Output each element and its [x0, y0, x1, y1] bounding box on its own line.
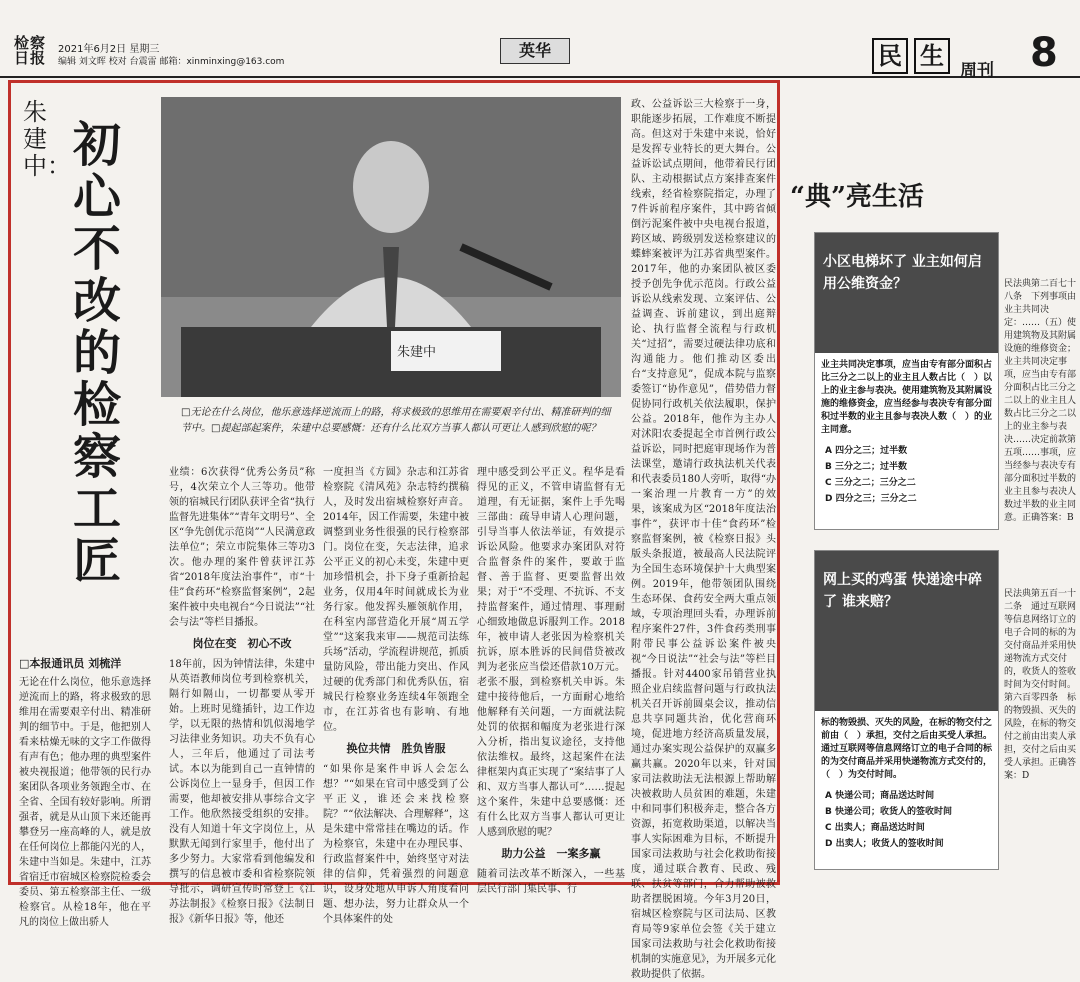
quiz-panel-1 — [814, 232, 999, 530]
quiz-1-option-b: B 三分之二；过半数 — [825, 462, 907, 472]
issue-date: 2021年6月2日 星期三 — [58, 44, 160, 55]
quiz-2-explanation: 民法典第五百一十二条 通过互联网等信息网络订立的电子合同的标的为交付商品并采用快递物流方式交付的，收货人的签收时间为交付时间。第六百零四条 标的物毁损、灭失的风险，在标的物交付之前由出卖人承担，交付之后由买受人承担。正确答案：D — [1004, 589, 1077, 781]
column-4-text: 理中感受到公平正义。程华是看得见的正义，不管申请监督有无道理，有无证据，案件上手先喝三部曲：疏导申请人心理问题，引导当事人依法举证，有效提示诉讼风险。他要求办案团队对符合监督条件的案件，要敢于监督、善于监督、更要监督出效果；对于“不受理、不抗诉、不支持监督案件，通过情理、事理耐心细致地做息诉服判工作。2018年，被申请人老张因为检察机关抗诉，原本胜诉的民间借贷被改判为老张应当偿还借款10万元。老张不服，到检察机关申诉。朱建中接待他后，一方面耐心地给他解释有关问题，一方面就法院处罚的依据和幅度为老张进行深入分析，指出复议途径，支持他依法维权。最终，这起案件在法律框架内真正实现了“案结事了人和、双方当事人都认可”……提起这个案件，朱建中总要感慨：还有什么比双方当事人都认可更让人感到欣慰的呢？ — [477, 467, 625, 838]
subheading-2: 换位共情 胜负皆服 — [346, 742, 446, 755]
page-header — [0, 0, 1080, 81]
page-number: 8 — [1030, 30, 1058, 76]
article-subject-name: 朱建中： — [23, 98, 71, 180]
article-column-2 — [169, 465, 315, 925]
feature-article — [8, 80, 780, 980]
quiz-2-option-a: A 快递公司；商品送达时间 — [825, 791, 935, 801]
article-column-3 — [323, 465, 469, 925]
photo-illustration — [161, 97, 621, 397]
column-2-text: 业绩：6次获得“优秀公务员”称号，4次荣立个人三等功。他带领的宿城民行团队获评全省“执行监督先进集体”“青年文明号”、全区“争先创优示范岗”“人民满意政法单位”；荣立市院集体三等功3次。他办理的案件曾获评江苏省“2018年度法治事件”，市“十佳”食药环“检察监督案例”，2起案件被中央电视台“今日说法”“社会与法”等栏目播报。 — [169, 467, 315, 628]
column-4-text-b: 随着司法改革不断深入，一些基层民行部门集民事、行 — [477, 869, 625, 895]
article-column-4 — [477, 465, 625, 895]
section-char-2: 生 — [914, 38, 950, 74]
quiz-2-option-b: B 快递公司；收货人的签收时间 — [825, 807, 952, 817]
quiz-2-option-d: D 出卖人；收货人的签收时间 — [825, 839, 944, 849]
column-2-text-b: 18年前，因为钟情法律，朱建中从英语教师岗位考到检察机关，隔行如隔山，一切都要从零开始。上班时见缝插针，边工作边学，以无限的热情和饥似渴地学习法律业务知识。功夫不负有心人，三年后，他通过了司法考试。本以为能到自己一直钟情的公诉岗位上一显身手，但因工作需要，他却被安排从事综合文字工作。他欣然接受组织的安排。没有人知道十年文字岗位上，从默默无闻到行家里手，他付出了多少努力。大家常看到他编发和撰写的信息被市委和省检察院领导批示，调研宣传时常登上《江苏法制报》《检察日报》《法制日报》《新华日报》等，他还 — [169, 659, 315, 925]
weekly-label: 周刊 — [960, 61, 994, 81]
quiz-1-banner: 小区电梯坏了 业主如何启用公维资金？ — [815, 233, 998, 353]
quiz-1-option-c: C 三分之二；三分之二 — [825, 478, 916, 488]
portrait-photo — [161, 97, 621, 397]
sidebar-title: “典”亮生活 — [790, 182, 924, 212]
quiz-1-option-a: A 四分之三；过半数 — [825, 446, 908, 456]
staff-line: 编辑 刘文晖 校对 台震雷 邮箱：xinminxing@163.com — [58, 57, 285, 67]
column-3-text-b: “如果你是案件申诉人会怎么想？”“如果在官司中感受到了公平正义，谁还会来找检察院？”“依法解决、合理解释”，这是朱建中常常挂在嘴边的话。作为检察官，朱建中在办理民事、行政监督案件中，始终坚守对法律的信仰，凭着强烈的问题意识，设身处地从申诉人角度看问题、想办法，努力让群众从一个个具体案件的处 — [323, 764, 469, 925]
section-stamp: 英华 — [500, 38, 570, 64]
article-column-5: 政、公益诉讼三大检察于一身，职能逐步拓展，工作难度不断提高。但这对于朱建中来说，恰好是发挥专业特长的更大舞台。公益诉讼试点期间，他带着民行团队、主动根据试点方案排查案件线索，经省检察院指定，办理了7件诉前程序案件，其中跨省倾倒污泥案件被中央电视台报道，跨区域、跨级别发送检察建议的蝶蟀案被评为江苏省典型案件。2017年，他的办案团队被区委授予创先争优示范岗。行政公益诉讼从线索发现、立案评估、公益调查、诉前建议，到出庭辩论、执行监督全流程与行政机关“过招”，需要过硬法律功底和沟通能力。他们推动区委出台“支持意见”，促成本院与监察委签订“协作意见”，借势借力督促协同行政机关依法履职，保护公益。2018年，他作为主办人对沭阳农委提起全市首例行政公益诉讼，同时把庭审现场作为普法课堂，邀请行政执法机关代表和代表委员180人旁听，取得“办一案治理一片教育一方”的效果，该案成为区“2018年度法治事件”，获评市十佳“食药环”检察监督案例，被《检察日报》头版头条报道，被最高人民法院评为全国生态环境保护十大典型案例。2019年，他带领团队围绕生态环保、食药安全两大重点领域，专项治理回头看，办理诉前程序案件27件，3件食药类刑事附带民事公益诉讼案件被央视“今日说法”“社会与法”等栏目播报。针对4400家吊销营业执照企业启续监督问题与行政执法机关召开诉前圆桌会议，推动信息共享同题共治，优化营商环境，促进地方经济高质量发展，通过办案实现公益保护的双赢多赢共赢。2020年以来，针对国家司法救助法无法根源上帮助解决被救助人员贫困的难题，朱建中和同事们积极奔走，整合各方资源，拓宽救助渠道，以解决当事人实际困难为目标，不断提升国家司法救助与社会化救助衔接度，通过联合教育、民政、残联、扶贫等部门，合力帮助被救助者摆脱困境。今年3月20日，宿城区检察院与区司法局、区教育局等9家单位会签《关于建立国家司法救助与社会化救助衔接机制的实施意见》，为开展多元化救助提供了依据。 — [631, 99, 776, 980]
subheading-1: 岗位在变 初心不改 — [192, 637, 292, 650]
quiz-1-explanation: 民法典第二百七十八条 下列事项由业主共同决定：……（五）使用建筑物及其附属设施的维修资金；业主共同决定事项，应当由专有部分面积占比三分之二以上的业主且人数占比三分之二以上的业主参与表决……决定前款第五项……事项，应当经参与表决专有部分面积过半数的业主且参与表决人数过半数的业主同意。正确答案：B — [1004, 279, 1077, 523]
quiz-2-banner: 网上买的鸡蛋 快递途中碎了 谁来赔？ — [815, 551, 998, 711]
photo-caption: □无论在什么岗位，他乐意选择逆流而上的路，将求极致的思维用在需要艰辛付出、精准研判的细节中。□提起部起案件，朱建中总要感慨：还有什么比双方当事人都认可更让人感到欣慰的呢？ — [181, 407, 611, 434]
subheading-3: 助力公益 一案多赢 — [501, 847, 601, 860]
quiz-1-question: 业主共同决定事项，应当由专有部分面积占比三分之二以上的业主且人数占比（ ）以上的业主参与表决。使用建筑物及其附属设施的维修资金，应当经参与表决专有部分面积过半数的业主且参与表决人数（ ）的业主同意。 — [821, 360, 993, 435]
photo-nameplate: 朱建中 — [397, 345, 437, 360]
article-column-1: 无论在什么岗位，他乐意选择逆流而上的路，将求极致的思维用在需要艰辛付出、精准研判的细节中。于是，他把别人看来枯燥无味的文字工作做得有声有色；他办理的典型案件被央视报道；他带领的民行办案团队各项业务领跑全市、在全省、全国有较好影响。所谓强者，就是从山顶下来还能再攀登另一座高峰的人，就是放在任何岗位上都能闪光的人，朱建中当如是。朱建中，江苏省宿迁市宿城区检察院检委会委员、第五检察部主任、一级检察官。从检18年，他在平凡的岗位上做出骄人 — [19, 677, 151, 928]
byline: □本报通讯员 刘梳洋 — [19, 657, 122, 670]
article-headline: 初心不改的检察工匠 — [73, 117, 122, 589]
masthead-logo: 检察日报 — [14, 34, 47, 67]
quiz-1-option-d: D 四分之三；三分之二 — [825, 494, 917, 504]
sidebar-civil-code — [790, 170, 1080, 889]
quiz-2-question: 标的物毁损、灭失的风险，在标的物交付之前由（ ）承担，交付之后由买受人承担。通过互联网等信息网络订立的电子合同的标的为交付商品并采用快递物流方式交付的，（ ）为交付时间。 — [821, 718, 993, 780]
quiz-2-option-c: C 出卖人；商品送达时间 — [825, 823, 925, 833]
section-char-1: 民 — [872, 38, 908, 74]
quiz-panel-2 — [814, 550, 999, 870]
column-3-text: 一度担当《方圆》杂志和江苏省检察院《清风苑》杂志特约撰稿人，及时发出宿城检察好声音。2014年，因工作需要，朱建中被调整到业务性很强的民行检察部门。岗位在变，矢志法律，追求公平正义的初心未变，朱建中更加珍惜机会，扑下身子重新拾起业务，仅用4年时间就成长为业务行家。他发挥头雁领航作用，在科室内部营造化开展“周五学堂”“这案我来审——规范司法练兵场”活动，学流程讲规范，抓质量防风险，带出能力突出、作风过硬的优秀部门和优秀队伍，宿城民行检察业务连续4年领跑全市，在江苏省也有影响、有地位。 — [323, 467, 469, 733]
